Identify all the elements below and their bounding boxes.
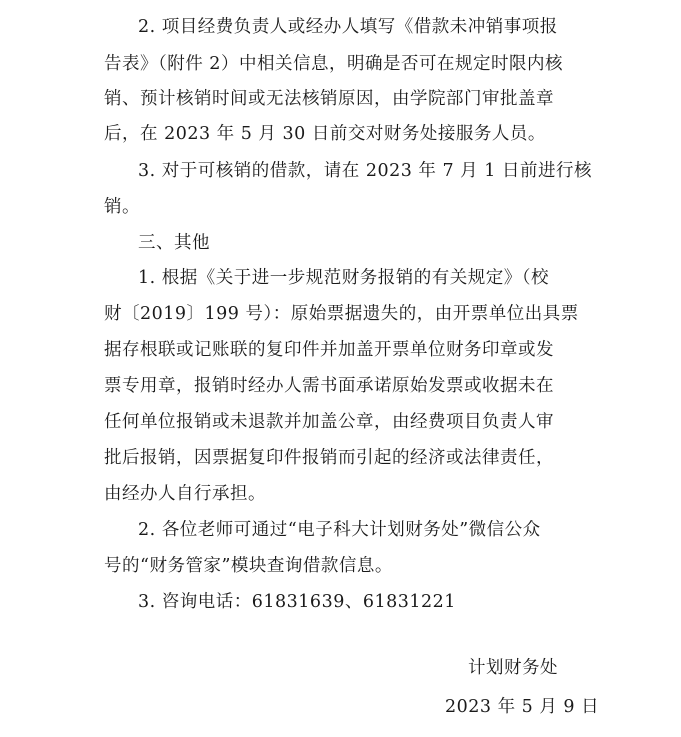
paragraph-line: 3. 咨询电话：61831639、61831221 <box>138 592 456 612</box>
paragraph-line: 2. 项目经费负责人或经办人填写《借款未冲销事项报 <box>138 17 558 37</box>
paragraph-line: 2. 各位老师可通过“电子科大计划财务处”微信公众 <box>138 520 541 540</box>
paragraph-line: 批后报销，因票据复印件报销而引起的经济或法律责任， <box>104 448 554 468</box>
paragraph-line: 销、预计核销时间或无法核销原因，由学院部门审批盖章 <box>104 89 554 109</box>
paragraph-line: 由经办人自行承担。 <box>104 484 266 504</box>
signature-department: 计划财务处 <box>468 658 558 678</box>
paragraph-line: 号的“财务管家”模块查询借款信息。 <box>104 556 393 576</box>
paragraph-line: 任何单位报销或未退款并加盖公章，由经费项目负责人审 <box>104 412 554 432</box>
section-heading: 三、其他 <box>138 233 210 253</box>
paragraph-line: 告表》（附件 2）中相关信息，明确是否可在规定时限内核 <box>104 54 563 74</box>
paragraph-line: 财〔2019〕199 号）：原始票据遗失的，由开票单位出具票 <box>104 304 579 324</box>
paragraph-line: 据存根联或记账联的复印件并加盖开票单位财务印章或发 <box>104 340 554 360</box>
paragraph-line: 票专用章，报销时经办人需书面承诺原始发票或收据未在 <box>104 376 554 396</box>
paragraph-line: 后，在 2023 年 5 月 30 日前交对财务处接服务人员。 <box>104 124 546 144</box>
signature-date: 2023 年 5 月 9 日 <box>445 697 600 717</box>
paragraph-line: 销。 <box>104 197 140 217</box>
paragraph-line: 3. 对于可核销的借款，请在 2023 年 7 月 1 日前进行核 <box>138 161 592 181</box>
paragraph-line: 1. 根据《关于进一步规范财务报销的有关规定》（校 <box>138 268 550 288</box>
